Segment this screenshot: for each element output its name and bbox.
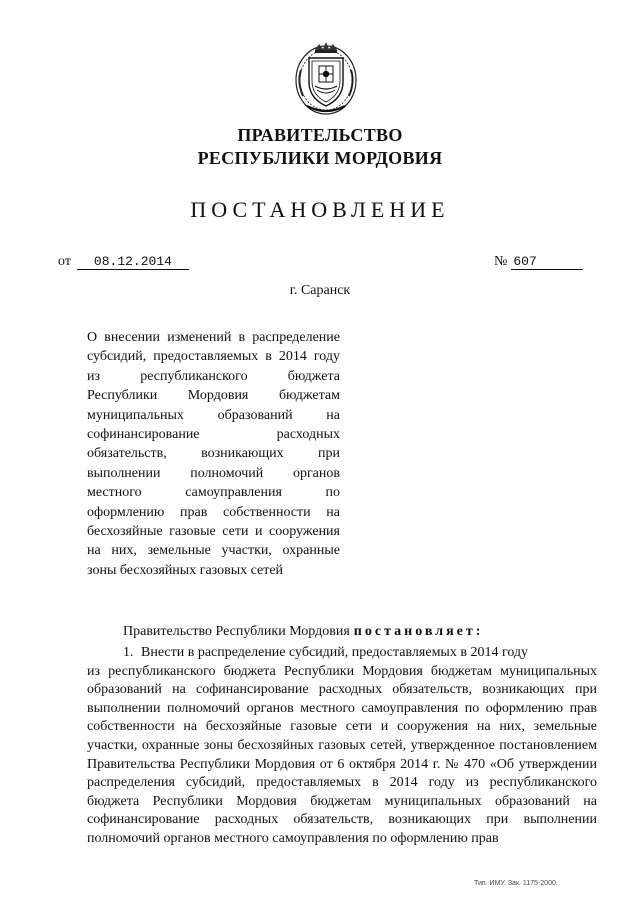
coat-of-arms-icon bbox=[293, 40, 359, 118]
paragraph-1 bbox=[87, 644, 597, 849]
document-number: 607 bbox=[511, 254, 583, 270]
number-line bbox=[494, 254, 583, 270]
document-subject: О внесении изменений в распределение субсидий, предоставляемых в 2014 году из республиканского бюджета Республики Мордовия бюджетам муниципальных образований на софинансирование расходных обязательств, возникающих при выполнении полномочий органов местного самоуправления по оформлению прав собственности на бесхозяйные газовые сети и сооружения на них, земельные участки, охранные зоны бесхозяйных газовых сетей bbox=[87, 330, 340, 578]
preamble-text: Правительство Республики Мордовия bbox=[123, 624, 350, 639]
paragraph-1-first-line bbox=[87, 644, 597, 663]
paragraph-1-text: из республиканского бюджета Республики Мордовия бюджетам муниципальных образований на софинансирование расходных обязательств, возникающих при выполнении полномочий органов местного самоуправления по оформлению прав собственности на бесхозяйные газовые сети и сооружения на них, земельные участки, охранные зоны бесхозяйных газовых сетей, утвержденное постановлением Правительства Республики Мордовия от 6 октября 2014 г. № 470 «Об утверждении распределения субсидий, предоставляемых в 2014 году из республиканского бюджета Республики Мордовия бюджетам муниципальных образований на софинансирование расходных обязательств, возникающих при выполнении полномочий органов местного самоуправления по оформлению прав bbox=[87, 663, 597, 846]
paragraph-number: 1. bbox=[123, 645, 134, 660]
print-mark: Тип. ИМУ. Зак. 1175-2000. bbox=[474, 880, 558, 887]
date-line bbox=[58, 254, 189, 270]
city: г. Саранск bbox=[289, 283, 351, 298]
document-type: ПОСТАНОВЛЕНИЕ bbox=[190, 197, 450, 222]
org-name-line1: ПРАВИТЕЛЬСТВО bbox=[237, 125, 403, 145]
paragraph-1-lead: Внести в распределение субсидий, предоставляемых в 2014 году bbox=[141, 645, 529, 660]
date-prefix: от bbox=[58, 254, 71, 269]
org-name-line2: РЕСПУБЛИКИ МОРДОВИЯ bbox=[197, 148, 443, 168]
preamble bbox=[123, 624, 483, 640]
document-date: 08.12.2014 bbox=[77, 254, 189, 270]
preamble-verb: постановляет: bbox=[353, 624, 484, 639]
number-prefix: № bbox=[494, 254, 508, 269]
